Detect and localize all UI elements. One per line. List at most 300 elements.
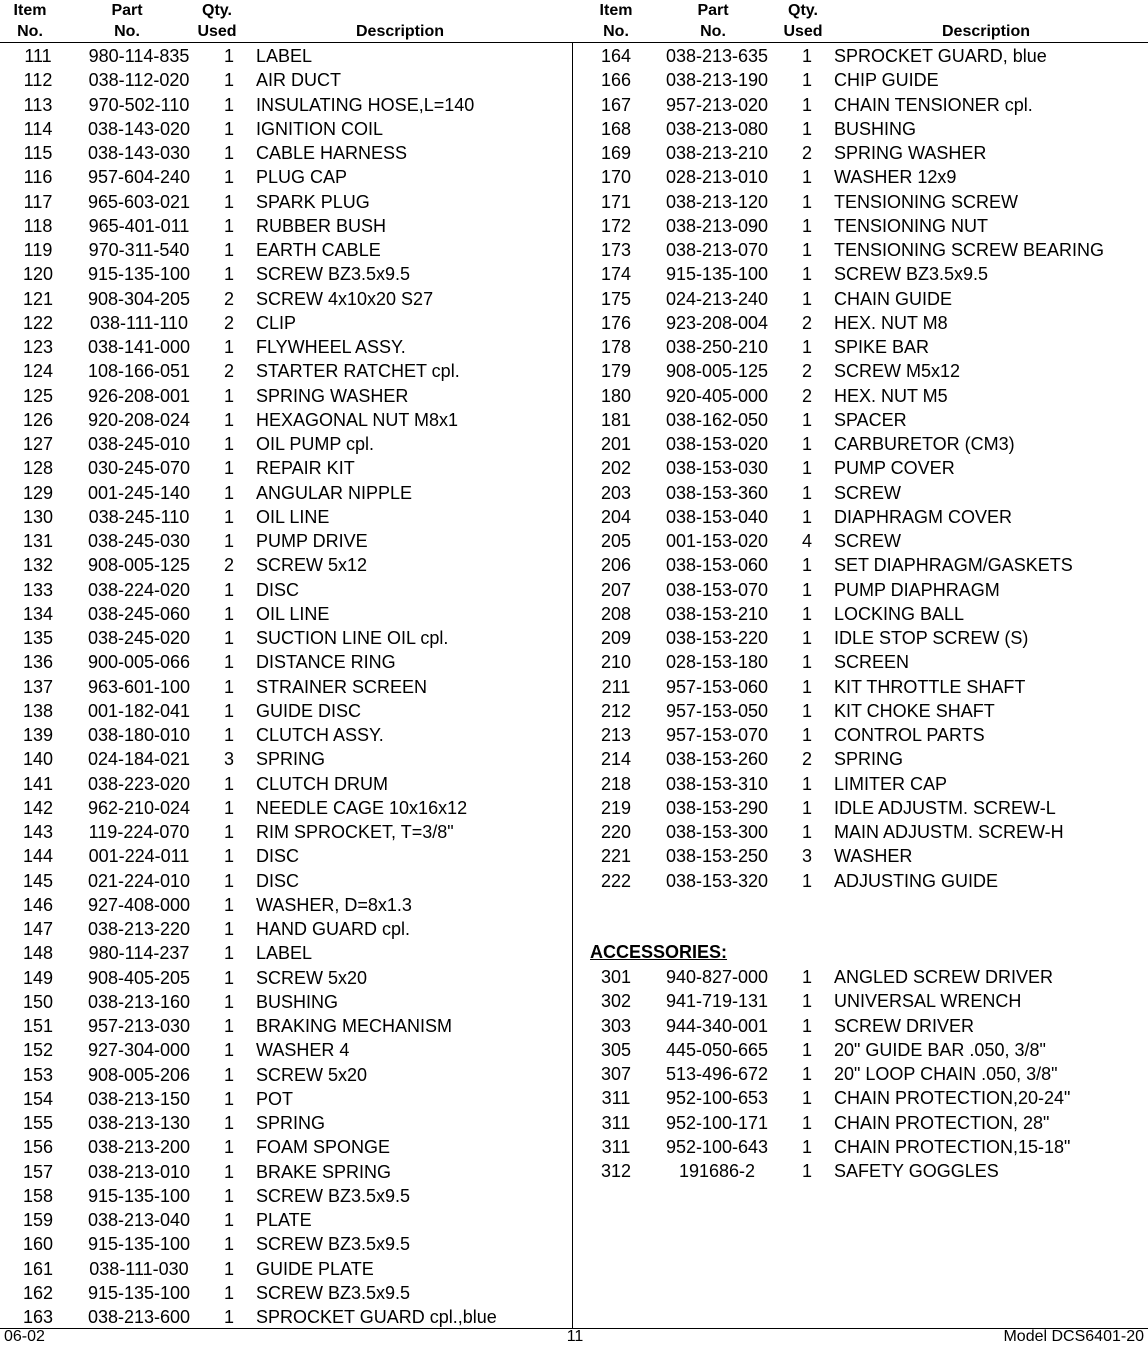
table-row <box>12 553 572 577</box>
qty-used: 1 <box>801 1039 812 1060</box>
description: SPROCKET GUARD, blue <box>834 46 1047 66</box>
table-row <box>12 917 572 941</box>
qty-used: 1 <box>223 191 234 212</box>
qty-used: 2 <box>223 288 234 309</box>
part-number: 038-153-360 <box>665 482 769 503</box>
part-number: 957-604-240 <box>87 167 191 188</box>
item-number: 204 <box>600 506 632 527</box>
table-row <box>12 578 572 602</box>
qty-used: 1 <box>223 725 234 745</box>
table-row <box>590 262 1148 286</box>
part-number: 001-224-011 <box>88 846 190 867</box>
qty-used: 1 <box>223 143 234 163</box>
qty-used: 1 <box>801 482 812 503</box>
description: IDLE ADJUSTM. SCREW-L <box>834 797 1056 818</box>
table-row <box>12 68 572 92</box>
description: SCREW BZ3.5x9.5 <box>256 1234 411 1255</box>
part-number: 908-304-205 <box>87 288 191 309</box>
description: LOCKING BALL <box>834 603 965 624</box>
qty-used: 1 <box>801 797 812 818</box>
item-number: 139 <box>22 725 54 745</box>
item-number: 134 <box>22 603 54 624</box>
description: SAFETY GOGGLES <box>834 1161 999 1181</box>
table-row <box>12 1257 572 1281</box>
description: HEX. NUT M8 <box>834 312 948 333</box>
qty-used: 1 <box>801 434 812 454</box>
table-row <box>12 893 572 917</box>
part-number: 038-180-010 <box>87 725 191 745</box>
qty-used: 1 <box>223 167 234 188</box>
qty-used: 1 <box>223 240 234 260</box>
item-number: 118 <box>23 215 53 236</box>
table-row <box>12 117 572 141</box>
item-number: 121 <box>22 288 54 309</box>
part-number: 970-502-110 <box>88 94 190 115</box>
part-number: 024-184-021 <box>87 749 191 770</box>
description: CLUTCH DRUM <box>256 773 388 794</box>
description: SCREW 5x12 <box>256 555 368 576</box>
part-number: 965-401-011 <box>88 215 190 236</box>
qty-used: 2 <box>801 312 812 333</box>
qty-used: 1 <box>223 1016 234 1036</box>
description: RIM SPROCKET, T=3/8" <box>256 822 454 842</box>
qty-used: 1 <box>223 870 234 891</box>
description: SPRING <box>834 749 904 770</box>
description: DISTANCE RING <box>256 652 396 673</box>
table-row <box>12 165 572 189</box>
item-number: 162 <box>22 1282 54 1303</box>
qty-used: 1 <box>223 1185 234 1206</box>
qty-used: 1 <box>223 603 234 624</box>
qty-used: 2 <box>223 312 234 333</box>
table-row <box>590 1086 1148 1110</box>
part-number: 513-496-672 <box>665 1064 769 1084</box>
table-row <box>12 1038 572 1062</box>
qty-used: 1 <box>801 1015 812 1036</box>
table-row <box>12 262 572 286</box>
description: SCREW BZ3.5x9.5 <box>256 1185 411 1206</box>
header-item-line2: No. <box>17 23 43 40</box>
table-row <box>12 1305 572 1329</box>
part-number: 038-213-070 <box>665 240 769 260</box>
qty-used: 1 <box>801 1161 812 1181</box>
header-item-line1: Item <box>13 2 47 19</box>
table-row <box>12 408 572 432</box>
description: HEX. NUT M5 <box>834 385 948 406</box>
part-number: 940-827-000 <box>665 967 769 987</box>
description: SPROCKET GUARD cpl.,blue <box>256 1307 497 1327</box>
table-row <box>590 481 1148 505</box>
item-number: 181 <box>600 409 632 430</box>
table-row <box>12 650 572 674</box>
header-part-line2: No. <box>700 23 726 40</box>
description: ANGLED SCREW DRIVER <box>834 967 1054 987</box>
part-number: 923-208-004 <box>665 312 769 333</box>
part-number: 038-153-060 <box>665 555 769 576</box>
table-row <box>590 311 1148 335</box>
part-number: 038-213-210 <box>665 143 769 163</box>
qty-used: 4 <box>801 531 812 551</box>
part-number: 038-153-070 <box>665 579 769 600</box>
description: PUMP COVER <box>834 458 955 479</box>
item-number: 117 <box>23 191 53 212</box>
table-row <box>12 287 572 311</box>
table-row <box>590 214 1148 238</box>
part-number: 038-213-600 <box>87 1307 191 1327</box>
qty-used: 2 <box>801 361 812 382</box>
item-number: 158 <box>22 1185 54 1206</box>
description: RUBBER BUSH <box>256 215 387 236</box>
table-row <box>12 311 572 335</box>
item-number: 125 <box>22 385 54 406</box>
part-number: 915-135-100 <box>87 1282 191 1303</box>
description: PUMP DRIVE <box>256 531 368 551</box>
item-number: 302 <box>600 991 632 1012</box>
part-number: 957-153-070 <box>665 725 769 745</box>
qty-used: 1 <box>801 1088 812 1109</box>
table-row <box>12 1014 572 1038</box>
item-number: 116 <box>23 167 53 188</box>
table-row <box>12 432 572 456</box>
footer-model: Model DCS6401-20 <box>1003 1328 1144 1345</box>
qty-used: 1 <box>801 118 812 139</box>
qty-used: 1 <box>223 118 234 139</box>
item-number: 141 <box>22 773 54 794</box>
description: SCREEN <box>834 652 910 673</box>
header-description-line1 <box>826 0 1146 21</box>
item-number: 180 <box>600 385 632 406</box>
part-number: 038-153-320 <box>665 870 769 891</box>
description: POT <box>256 1088 294 1109</box>
item-number: 174 <box>600 264 632 285</box>
description: SUCTION LINE OIL cpl. <box>256 628 449 648</box>
item-number: 209 <box>600 628 632 648</box>
part-number: 119-224-070 <box>88 822 190 842</box>
qty-used: 1 <box>223 967 234 988</box>
qty-used: 2 <box>801 385 812 406</box>
description: PLUG CAP <box>256 167 348 188</box>
qty-used: 2 <box>801 143 812 163</box>
qty-used: 1 <box>223 1161 234 1182</box>
description: TENSIONING SCREW BEARING <box>834 240 1105 260</box>
description: FOAM SPONGE <box>256 1137 391 1158</box>
part-number: 952-100-653 <box>665 1088 769 1109</box>
table-row <box>12 335 572 359</box>
table-row <box>590 456 1148 480</box>
qty-used: 1 <box>223 579 234 600</box>
description: GUIDE PLATE <box>256 1258 374 1279</box>
table-row <box>12 214 572 238</box>
part-number: 038-112-020 <box>88 70 190 91</box>
description: BRAKE SPRING <box>256 1161 392 1182</box>
description: LIMITER CAP <box>834 773 948 794</box>
item-number: 214 <box>600 749 632 770</box>
item-number: 143 <box>22 822 54 842</box>
header-qty-line2: Used <box>783 23 823 40</box>
part-number: 927-408-000 <box>87 894 191 915</box>
part-number: 957-213-030 <box>87 1016 191 1036</box>
description: LABEL <box>256 46 313 66</box>
part-number: 038-245-110 <box>88 506 190 527</box>
table-row <box>590 44 1148 68</box>
table-row <box>590 553 1148 577</box>
item-number: 133 <box>22 579 54 600</box>
part-number: 908-405-205 <box>87 967 191 988</box>
item-number: 219 <box>600 797 632 818</box>
part-number: 001-153-020 <box>665 531 769 551</box>
qty-used: 1 <box>223 846 234 867</box>
item-number: 120 <box>22 264 54 285</box>
description: SCREW <box>834 531 901 551</box>
item-number: 173 <box>600 240 632 260</box>
part-number: 038-213-150 <box>87 1088 191 1109</box>
item-number: 149 <box>22 967 54 988</box>
description: SPRING <box>256 749 326 770</box>
header-description-line1 <box>240 0 560 21</box>
table-row <box>12 1135 572 1159</box>
description: CLUTCH ASSY. <box>256 725 384 745</box>
qty-used: 1 <box>223 46 234 66</box>
table-row <box>590 335 1148 359</box>
qty-used: 1 <box>801 676 812 697</box>
part-number: 038-153-210 <box>665 603 769 624</box>
table-row <box>12 1208 572 1232</box>
part-number: 920-405-000 <box>665 385 769 406</box>
header-qty-line1: Qty. <box>788 2 818 19</box>
table-row <box>12 869 572 893</box>
qty-used: 2 <box>801 749 812 770</box>
description: 20" GUIDE BAR .050, 3/8" <box>834 1039 1046 1060</box>
description: SCREW BZ3.5x9.5 <box>256 1282 411 1303</box>
table-row <box>590 772 1148 796</box>
table-row <box>12 699 572 723</box>
qty-used: 2 <box>223 361 234 382</box>
part-number: 970-311-540 <box>88 240 190 260</box>
header-part-no-right <box>650 0 776 42</box>
accessories-heading: ACCESSORIES: <box>590 942 728 962</box>
part-number: 908-005-206 <box>87 1064 191 1085</box>
qty-used: 1 <box>801 46 812 66</box>
description: WASHER <box>834 846 913 867</box>
part-number: 920-208-024 <box>87 409 191 430</box>
qty-used: 1 <box>801 1064 812 1084</box>
qty-used: 1 <box>801 458 812 479</box>
table-row <box>12 238 572 262</box>
qty-used: 1 <box>801 215 812 236</box>
part-number: 038-245-010 <box>87 434 191 454</box>
item-number: 150 <box>22 991 54 1012</box>
part-number: 980-114-835 <box>88 46 190 66</box>
item-number: 159 <box>22 1210 54 1230</box>
table-row <box>590 602 1148 626</box>
item-number: 220 <box>600 822 632 842</box>
description: SPRING WASHER <box>256 385 409 406</box>
table-row <box>590 1111 1148 1135</box>
description: 20" LOOP CHAIN .050, 3/8" <box>834 1064 1058 1084</box>
table-row <box>12 359 572 383</box>
description: LABEL <box>256 943 313 964</box>
item-number: 130 <box>22 506 54 527</box>
item-number: 303 <box>600 1015 632 1036</box>
table-row <box>12 1063 572 1087</box>
item-number: 112 <box>23 70 53 91</box>
part-number: 957-213-020 <box>665 94 769 115</box>
description: CHAIN PROTECTION,20-24" <box>834 1088 1071 1109</box>
item-number: 307 <box>600 1064 632 1084</box>
table-row <box>590 1062 1148 1086</box>
part-number: 001-245-140 <box>87 482 191 503</box>
qty-used: 1 <box>223 1040 234 1061</box>
header-item-no-right <box>586 0 646 42</box>
description: CONTROL PARTS <box>834 725 985 745</box>
description: DISC <box>256 846 300 867</box>
table-row <box>590 1135 1148 1159</box>
description: UNIVERSAL WRENCH <box>834 991 1022 1012</box>
item-number: 305 <box>600 1039 632 1060</box>
description: STRAINER SCREEN <box>256 676 428 697</box>
part-number: 915-135-100 <box>665 264 769 285</box>
item-number: 160 <box>22 1234 54 1255</box>
table-row <box>590 1159 1148 1183</box>
header-description-line2: Description <box>941 23 1030 40</box>
qty-used: 1 <box>223 822 234 842</box>
item-number: 168 <box>600 118 632 139</box>
description: ADJUSTING GUIDE <box>834 870 999 891</box>
description: BUSHING <box>256 991 339 1012</box>
description: IDLE STOP SCREW (S) <box>834 628 1029 648</box>
part-number: 944-340-001 <box>665 1015 769 1036</box>
qty-used: 1 <box>801 264 812 285</box>
item-number: 132 <box>22 555 54 576</box>
table-row <box>590 68 1148 92</box>
table-row <box>12 505 572 529</box>
qty-used: 1 <box>223 700 234 721</box>
qty-used: 1 <box>801 652 812 673</box>
qty-used: 1 <box>223 1113 234 1133</box>
qty-used: 2 <box>223 555 234 576</box>
item-number: 171 <box>600 191 632 212</box>
table-row <box>590 747 1148 771</box>
qty-used: 1 <box>801 773 812 794</box>
part-number: 445-050-665 <box>665 1039 769 1060</box>
qty-used: 1 <box>223 337 234 357</box>
description: INSULATING HOSE,L=140 <box>256 94 475 115</box>
description: DIAPHRAGM COVER <box>834 506 1013 527</box>
item-number: 136 <box>22 652 54 673</box>
item-number: 142 <box>22 797 54 818</box>
table-row <box>12 481 572 505</box>
item-number: 167 <box>600 94 632 115</box>
table-row <box>12 844 572 868</box>
item-number: 137 <box>22 676 54 697</box>
description: IGNITION COIL <box>256 118 384 139</box>
part-number: 038-141-000 <box>87 337 191 357</box>
part-number: 915-135-100 <box>87 1185 191 1206</box>
qty-used: 1 <box>801 1136 812 1157</box>
part-number: 900-005-066 <box>87 652 191 673</box>
item-number: 115 <box>23 143 53 163</box>
item-number: 210 <box>600 652 632 673</box>
description: DISC <box>256 870 300 891</box>
table-row <box>12 820 572 844</box>
part-number: 038-213-120 <box>665 191 769 212</box>
description: SPIKE BAR <box>834 337 930 357</box>
table-row <box>12 93 572 117</box>
item-number: 147 <box>22 919 54 939</box>
part-number: 038-213-080 <box>665 118 769 139</box>
header-qty-used-right <box>775 0 831 42</box>
description: SCREW BZ3.5x9.5 <box>256 264 411 285</box>
qty-used: 1 <box>223 919 234 939</box>
item-number: 178 <box>600 337 632 357</box>
table-row <box>12 141 572 165</box>
item-number: 311 <box>601 1136 631 1157</box>
qty-used: 1 <box>223 215 234 236</box>
item-number: 212 <box>600 700 632 721</box>
qty-used: 1 <box>801 506 812 527</box>
item-number: 123 <box>22 337 54 357</box>
description: TENSIONING NUT <box>834 215 989 236</box>
part-number: 957-153-060 <box>665 676 769 697</box>
part-number: 024-213-240 <box>665 288 769 309</box>
description: WASHER, D=8x1.3 <box>256 894 412 915</box>
description: CHAIN GUIDE <box>834 288 953 309</box>
table-row <box>12 1160 572 1184</box>
qty-used: 1 <box>223 434 234 454</box>
table-row <box>590 699 1148 723</box>
part-number: 038-245-020 <box>87 628 191 648</box>
item-number: 151 <box>22 1016 54 1036</box>
description: MAIN ADJUSTM. SCREW-H <box>834 822 1064 842</box>
header-qty-line1: Qty. <box>202 2 232 19</box>
item-number: 161 <box>22 1258 54 1279</box>
description: OIL LINE <box>256 506 330 527</box>
table-row <box>590 844 1148 868</box>
qty-used: 1 <box>801 167 812 188</box>
qty-used: 1 <box>223 1088 234 1109</box>
item-number: 119 <box>23 240 53 260</box>
item-number: 129 <box>22 482 54 503</box>
header-description-line2: Description <box>355 23 444 40</box>
description: KIT CHOKE SHAFT <box>834 700 995 721</box>
description: WASHER 4 <box>256 1040 350 1061</box>
part-number: 038-223-020 <box>87 773 191 794</box>
table-row <box>590 117 1148 141</box>
description: BRAKING MECHANISM <box>256 1016 453 1036</box>
header-part-line2: No. <box>114 23 140 40</box>
description: WASHER 12x9 <box>834 167 957 188</box>
item-number: 164 <box>600 46 632 66</box>
part-number: 108-166-051 <box>87 361 191 382</box>
qty-used: 1 <box>223 385 234 406</box>
description: SCREW BZ3.5x9.5 <box>834 264 989 285</box>
qty-used: 1 <box>223 676 234 697</box>
description: CHAIN TENSIONER cpl. <box>834 94 1033 115</box>
part-number: 038-143-030 <box>87 143 191 163</box>
item-number: 163 <box>22 1307 54 1327</box>
qty-used: 1 <box>801 240 812 260</box>
description: SCREW 5x20 <box>256 967 368 988</box>
item-number: 144 <box>22 846 54 867</box>
qty-used: 3 <box>223 749 234 770</box>
description: SPRING WASHER <box>834 143 987 163</box>
item-number: 152 <box>22 1040 54 1061</box>
table-row <box>12 44 572 68</box>
qty-used: 1 <box>223 506 234 527</box>
item-number: 312 <box>600 1161 632 1181</box>
part-number: 915-135-100 <box>87 264 191 285</box>
part-number: 038-153-260 <box>665 749 769 770</box>
